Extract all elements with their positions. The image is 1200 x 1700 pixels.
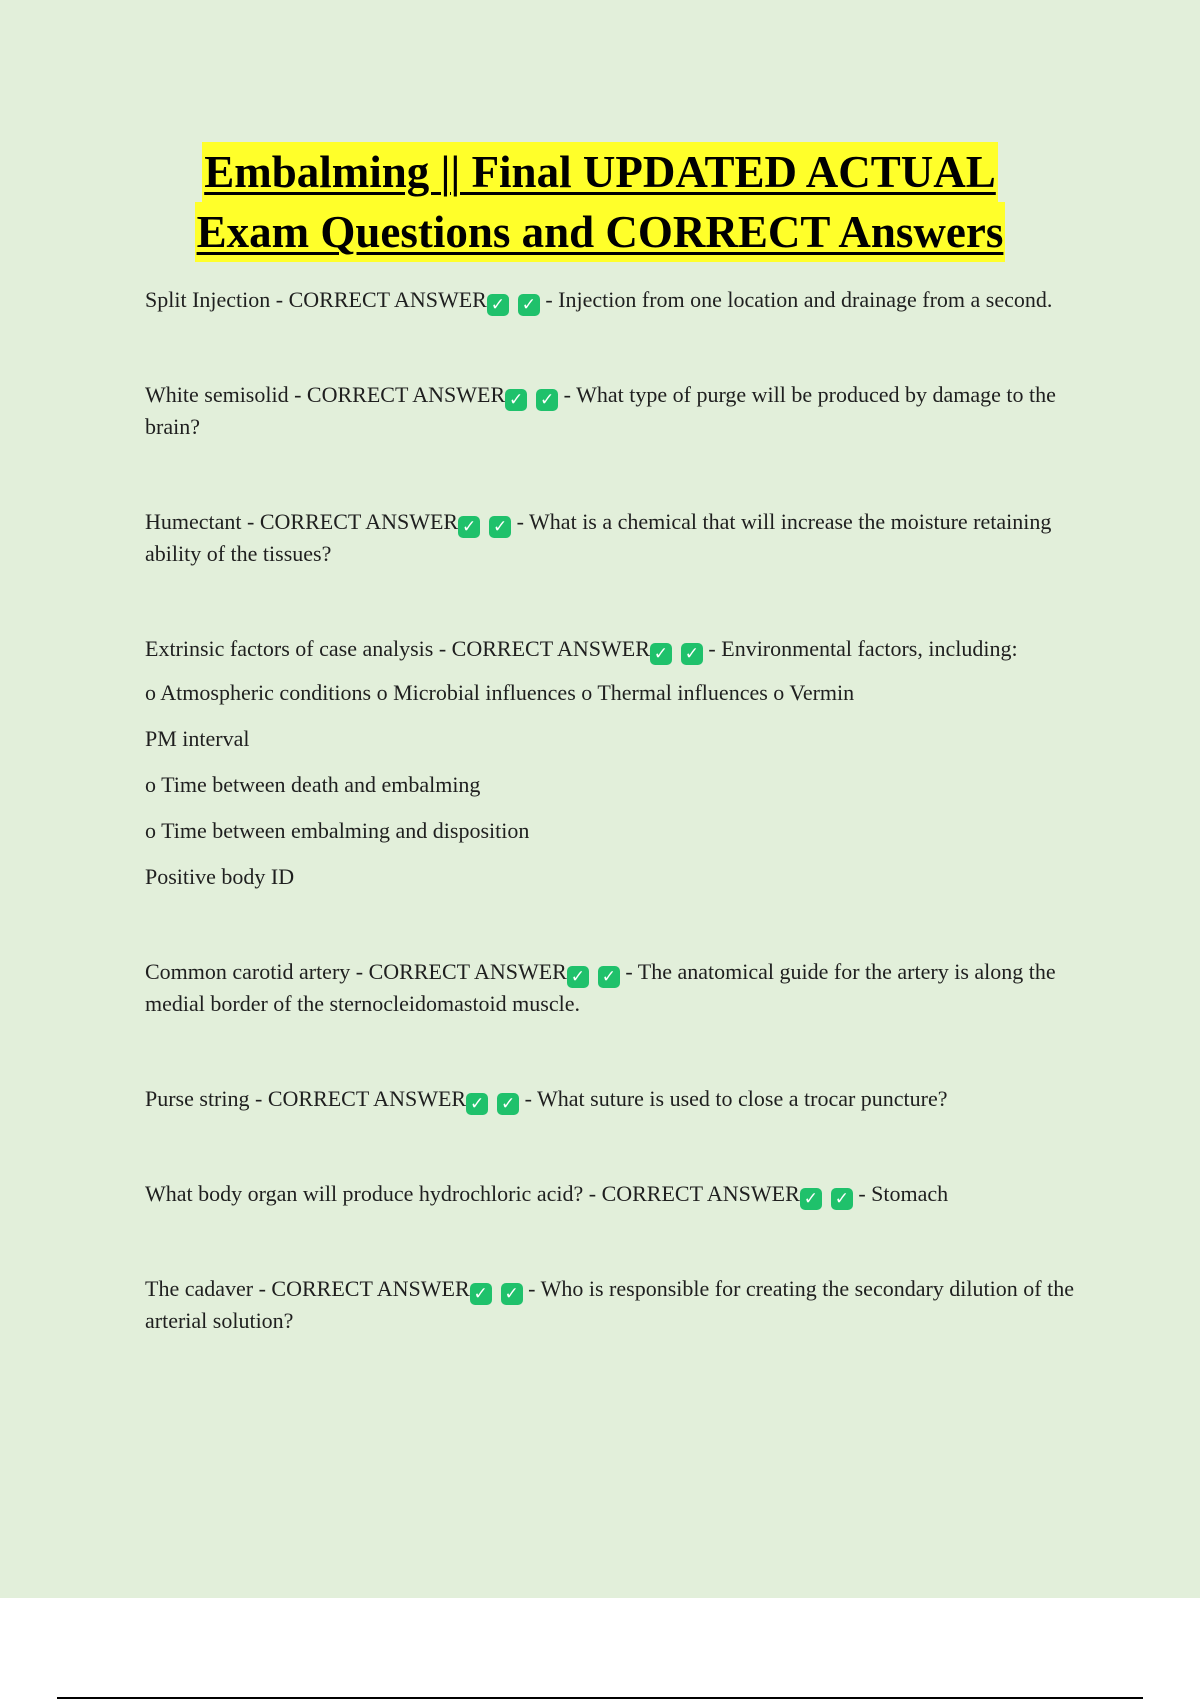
- answer-marker: CORRECT ANSWER: [601, 1181, 800, 1206]
- qa-term: Humectant: [145, 509, 242, 534]
- qa-term: What body organ will produce hydrochloric acid?: [145, 1181, 584, 1206]
- check-mark-icon: ✓: [487, 294, 509, 316]
- qa-item: Split Injection - CORRECT ANSWER ✓ ✓ - Injection from one location and drainage from a second.: [145, 287, 1053, 315]
- check-mark-icon: ✓: [489, 516, 511, 538]
- qa-term: Extrinsic factors of case analysis: [145, 636, 434, 661]
- qa-item: Common carotid artery - CORRECT ANSWER ✓ ✓ - The anatomical guide for the artery is along the medial border of the sternocleidomastoid muscle.: [145, 959, 1056, 1016]
- check-mark-icon: ✓: [567, 966, 589, 988]
- qa-term: Purse string: [145, 1086, 250, 1111]
- check-mark-icon: ✓: [518, 294, 540, 316]
- check-mark-icon: ✓: [650, 643, 672, 665]
- qa-item: Humectant - CORRECT ANSWER ✓ ✓ - What is a chemical that will increase the moisture retaining ability of the tissues?: [145, 509, 1052, 566]
- qa-text: What is a chemical that will increase the moisture retaining ability of the tissues?: [145, 509, 1052, 566]
- check-mark-icon: ✓: [681, 643, 703, 665]
- document-title: [0, 142, 1200, 262]
- check-mark-icon: ✓: [598, 966, 620, 988]
- qa-list: [145, 284, 1095, 1337]
- check-mark-icon: ✓: [800, 1188, 822, 1210]
- qa-item: Extrinsic factors of case analysis - CORRECT ANSWER ✓ ✓ - Environmental factors, including:: [145, 636, 1018, 664]
- title-line-1: Embalming || Final UPDATED ACTUAL: [202, 142, 998, 202]
- qa-text: The anatomical guide for the artery is along the medial border of the sternocleidomastoid muscle.: [145, 959, 1056, 1016]
- qa-item: The cadaver - CORRECT ANSWER ✓ ✓ - Who is responsible for creating the secondary dilution of the arterial solution?: [145, 1276, 1074, 1333]
- answer-marker: CORRECT ANSWER: [368, 959, 567, 984]
- check-mark-icon: ✓: [501, 1283, 523, 1305]
- qa-term: The cadaver: [145, 1276, 254, 1301]
- answer-marker: CORRECT ANSWER: [306, 382, 506, 407]
- answer-marker: CORRECT ANSWER: [271, 1276, 470, 1301]
- sub-item: o Atmospheric conditions o Microbial influences o Thermal influences o Vermin: [145, 680, 855, 705]
- qa-text: Injection from one location and drainage from a second.: [558, 287, 1053, 312]
- sub-item: Positive body ID: [145, 864, 295, 889]
- footer-divider: [57, 1697, 1143, 1699]
- qa-text: Environmental factors, including:: [721, 636, 1018, 661]
- check-mark-icon: ✓: [458, 516, 480, 538]
- qa-text: Stomach: [871, 1181, 949, 1206]
- sub-item: PM interval: [145, 726, 250, 751]
- qa-text: What type of purge will be produced by damage to the brain?: [145, 382, 1056, 439]
- check-mark-icon: ✓: [466, 1093, 488, 1115]
- qa-term: Common carotid artery: [145, 959, 351, 984]
- qa-term: White semisolid: [145, 382, 289, 407]
- qa-item: What body organ will produce hydrochloric acid? - CORRECT ANSWER ✓ ✓ - Stomach: [145, 1181, 949, 1209]
- check-mark-icon: ✓: [505, 389, 527, 411]
- title-line-2: Exam Questions and CORRECT Answers: [195, 202, 1006, 262]
- check-mark-icon: ✓: [536, 389, 558, 411]
- qa-term: Split Injection: [145, 287, 271, 312]
- qa-item: White semisolid - CORRECT ANSWER ✓ ✓ - What type of purge will be produced by damage to the brain?: [145, 382, 1056, 439]
- check-mark-icon: ✓: [831, 1188, 853, 1210]
- check-mark-icon: ✓: [497, 1093, 519, 1115]
- qa-text: Who is responsible for creating the secondary dilution of the arterial solution?: [145, 1276, 1074, 1333]
- answer-marker: CORRECT ANSWER: [259, 509, 459, 534]
- answer-marker: CORRECT ANSWER: [451, 636, 650, 661]
- check-mark-icon: ✓: [470, 1283, 492, 1305]
- qa-item: Purse string - CORRECT ANSWER ✓ ✓ - What suture is used to close a trocar puncture?: [145, 1086, 948, 1114]
- sub-item: o Time between embalming and disposition: [145, 818, 530, 843]
- qa-text: What suture is used to close a trocar puncture?: [537, 1086, 948, 1111]
- sub-item: o Time between death and embalming: [145, 772, 481, 797]
- answer-marker: CORRECT ANSWER: [288, 287, 487, 312]
- answer-marker: CORRECT ANSWER: [267, 1086, 467, 1111]
